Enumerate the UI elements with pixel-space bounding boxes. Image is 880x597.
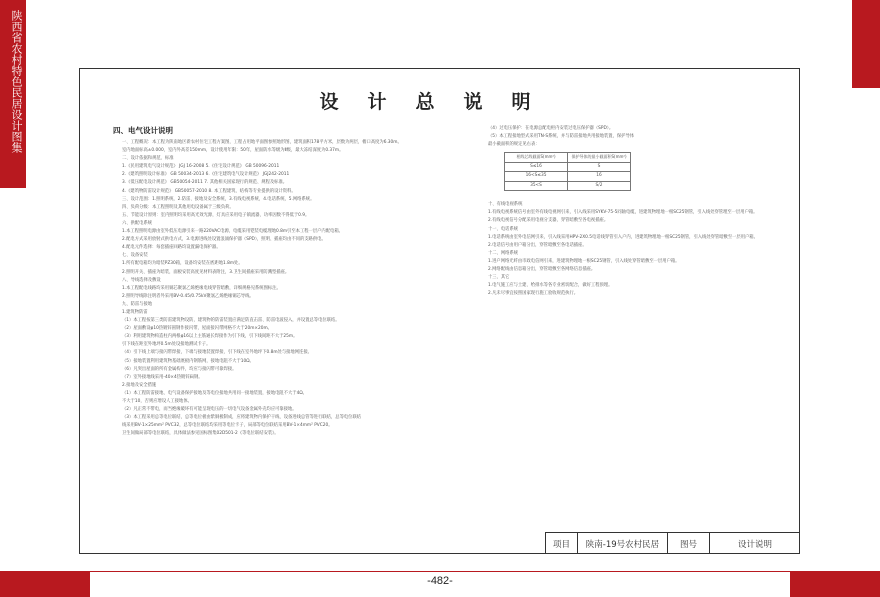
page-title: 设计总说明 [319, 91, 560, 113]
spec-line: 1.本工程照明电源由室外低压电源引来一路220VAC电源，电缆采用铠装电缆埋地0.8m引至本工程一层户内配电箱。 [122, 229, 343, 235]
spec-line: 1.《民用建筑电气设计规范》 JGJ 16-2008 5.《住宅设计规范》 GB 50096-2011 [122, 164, 280, 170]
right-text-column [488, 125, 788, 298]
spec-line: 4.配电元件选择：每套插座回路均设置漏电保护器。 [122, 245, 221, 251]
spec-line: 一、工程概况：本工程为陕南地区新农村住宅工程方案图，工程占用地平面图参照地形图，建筑面积178平方米，层数为两层，檐口高度为6.30m。 [122, 140, 402, 145]
spec-line: 十一、电话系统 [488, 226, 519, 232]
spec-line: 2.《建筑照明设计标准》 GB 50034-2013 6.《住宅建筑电气设计规范》 JGJ242-2011 [122, 172, 290, 178]
spec-line: 二、设计依据和规范、标准 [122, 156, 174, 162]
page-number: -482- [427, 575, 453, 587]
table-row [505, 162, 631, 172]
left-sidebar-band [0, 0, 26, 188]
right-corner-band [852, 0, 880, 88]
spec-line: 引下线在距室外地坪0.5m处设接地测试卡子。 [122, 342, 211, 348]
table-row [505, 181, 631, 191]
spec-line: 不大于10，否则应增设人工接地体。 [122, 399, 192, 404]
spec-line: （5）本工程接地型式采用TN-S系统，并与防雷接地共用接地装置，保护导体 [488, 134, 635, 140]
spec-line: 1.有线电视系统信号由室外有线电视网引来，引入线采用SYKV-75-5同轴电缆，进建筑物埋地一根SC25钢管，引入线处穿管埋至一层用户箱。 [488, 210, 758, 216]
spec-line: 九、防雷与接地 [122, 301, 153, 307]
spec-line: 2.接地及安全措施 [122, 382, 157, 388]
spec-line: （1）本工程防雷接地、电气设备保护接地及等电位接地共用同一接地装置，接地电阻不大于4Ω。 [122, 390, 307, 396]
spec-line: （4）过电压保护：在电源总配电柜内安装过电压保护器（SPD）。 [488, 126, 614, 131]
left-text-column [122, 139, 482, 438]
table-row [505, 172, 631, 182]
drawing-frame [79, 68, 800, 554]
title-block [545, 532, 800, 554]
drawing-name: 设计说明 [737, 539, 772, 550]
spec-line: 2.凡未尽事宜按照国家现行施工验收规范执行。 [488, 291, 579, 297]
spec-line: 线采用BV-1×25mm² PVC32，总等电位联结均采用等电位卡子，局部等电位联结采用BV-1×4mm² PVC20。 [122, 423, 333, 429]
table-cell: S≤16 [505, 162, 568, 172]
project-name: 陕南-19号农村民居 [578, 533, 668, 554]
spec-line: （3）本工程采用总等电位联结，总等电位板由紫铜板制成，应将建筑物内保护干线、设备进线总管等进行联结，总等电位联结 [122, 415, 362, 421]
table-header: 相线芯线截面S(mm²) [505, 153, 568, 163]
spec-line: （4）引下线上端与接闪带焊接，下端与接地装置焊接，引下线在室外地坪下0.8m处与接地网连接。 [122, 350, 312, 356]
spec-line: 2.有线电视信号分配采用电视分支器，穿管暗敷至各电视插座。 [488, 218, 609, 224]
spec-line: 室内地面标高±0.000，室内外高差150mm，设计使用年限：50年，屋面防水等级为Ⅱ级，最大冻结深度为0.37m。 [122, 148, 344, 154]
table-cell: 16 [568, 172, 631, 182]
spec-line: 四、负荷分级：本工程照明及其他用电设备属于三级负荷。 [122, 204, 234, 210]
spec-line: （1）本工程按第三类防雷建筑物设防，建筑物的防雷装置应满足防直击雷、防雷电波侵入，并设置总等电位联结。 [122, 318, 340, 324]
spec-line: 七、设备安装 [122, 253, 148, 259]
spec-line: （6）凡突出屋面的所有金属构件，均应与接闪带可靠焊接。 [122, 366, 237, 372]
table-cell: 35<S [505, 181, 568, 191]
spec-line: 三、设计范围：1.照明系统，2.防雷、接地及安全系统，3.有线电视系统，4.电话系统，5.网络系统。 [122, 196, 315, 202]
sidebar-title: 陕西省农村特色民居设计图集 [10, 10, 23, 153]
spec-line: 1.电话系统由室外电信网引来，引入线采用HPV-2X0.5电话线穿管引入户内，进建筑物埋地一根SC25钢管，引入线处穿管暗敷至一层用户箱。 [488, 234, 758, 240]
spec-line: （2）屋面敷设φ10热镀锌圆钢作接闪带，屋面接闪带网格不大于20m×20m。 [122, 326, 272, 332]
spec-line: 3.《低压配电设计规范》 GB50054-2011 7. 其他相关国家现行的规范、规程及标准。 [122, 180, 288, 186]
spec-line: 1.所有配电箱均为暗装PZ30箱，设备均安装在底距地1.8m处。 [122, 261, 243, 267]
spec-line: 五、节能设计原则：室内照明均采用高光效光源，灯具应采用电子镇流器，功率因数不得低于0.9。 [122, 212, 310, 218]
spec-line: 2.照明开关、插座为暗装，面板安装高度见材料表附注，3.卫生间插座采用防溅型插座。 [122, 269, 290, 275]
spec-line: 六、供配电系统 [122, 220, 153, 226]
spec-line: 4.《建筑物防雷设计规范》 GB50057-2010 8. 本工程建筑、结构等专业提供的设计资料。 [122, 188, 296, 194]
spec-line: 1.建筑物防雷 [122, 309, 148, 315]
spec-line: 卫生间做局部等电位联结，具体做法参见国标图集02D501-2《等电位联结安装》。 [122, 431, 279, 437]
spec-line: 十二、网络系统 [488, 250, 519, 256]
spec-line: 十、有线电视系统 [488, 202, 523, 208]
protective-conductor-table [504, 152, 631, 191]
spec-line: 最小截面积的规定见右表： [488, 142, 540, 148]
spec-line: 十三、其它 [488, 275, 510, 281]
bottom-divider [90, 571, 790, 572]
drawing-no-label: 图号 [668, 533, 710, 554]
table-cell: S [568, 162, 631, 172]
table-cell: 16<S≤35 [505, 172, 568, 182]
spec-line: 八、导线选择及敷设 [122, 277, 161, 283]
table-cell: S/2 [568, 181, 631, 191]
spec-line: （3）利用建筑物构造柱内两根φ16以上主筋通长焊接作为引下线，引下线间距不大于25m。 [122, 334, 298, 340]
spec-line: 1.进户网络光纤由市政电信网引来，进建筑物埋地一根SC25钢管，引入线处穿管暗敷至一层用户箱。 [488, 258, 680, 264]
spec-line: 2.网络配线由信息箱分出，穿管暗敷至各网络信息插座。 [488, 267, 596, 273]
table-header: 保护导体的最小截面积S(mm²) [568, 153, 631, 163]
spec-line: 1.电气施工应与土建、给排水等各专业密切配合，做好工程预埋。 [488, 283, 613, 289]
spec-line: （7）室外接地线采用-40×4热镀锌扁钢。 [122, 374, 203, 380]
spec-line: 2.照明导线除注明者外采用BV-0.45/0.75kV聚氯乙烯绝缘铜芯导线。 [122, 293, 254, 299]
spec-line: 2.配电方式采用放射式供电方式，3.电源进线处设置浪涌保护器（SPD），照明、插座均由不同的支路供电。 [122, 237, 326, 243]
spec-line: （2）凡正常不带电，而当绝缘破坏有可能呈现电压的一切电气设备金属外壳均应可靠接地。 [122, 407, 297, 413]
spec-line: 2.电话信号由用户箱分出，穿管暗敷至各电话插座。 [488, 242, 587, 248]
section-heading: 四、电气设计说明 [113, 126, 173, 135]
item-label: 项目 [546, 533, 578, 554]
spec-line: 1.本工程配电线路均采用铜芯聚氯乙烯绝缘电线穿管暗敷，详细规格见系统图标注。 [122, 285, 281, 291]
spec-line: （5）接地装置利用建筑物基础底板内钢筋网，接地电阻不大于10Ω。 [122, 358, 254, 364]
